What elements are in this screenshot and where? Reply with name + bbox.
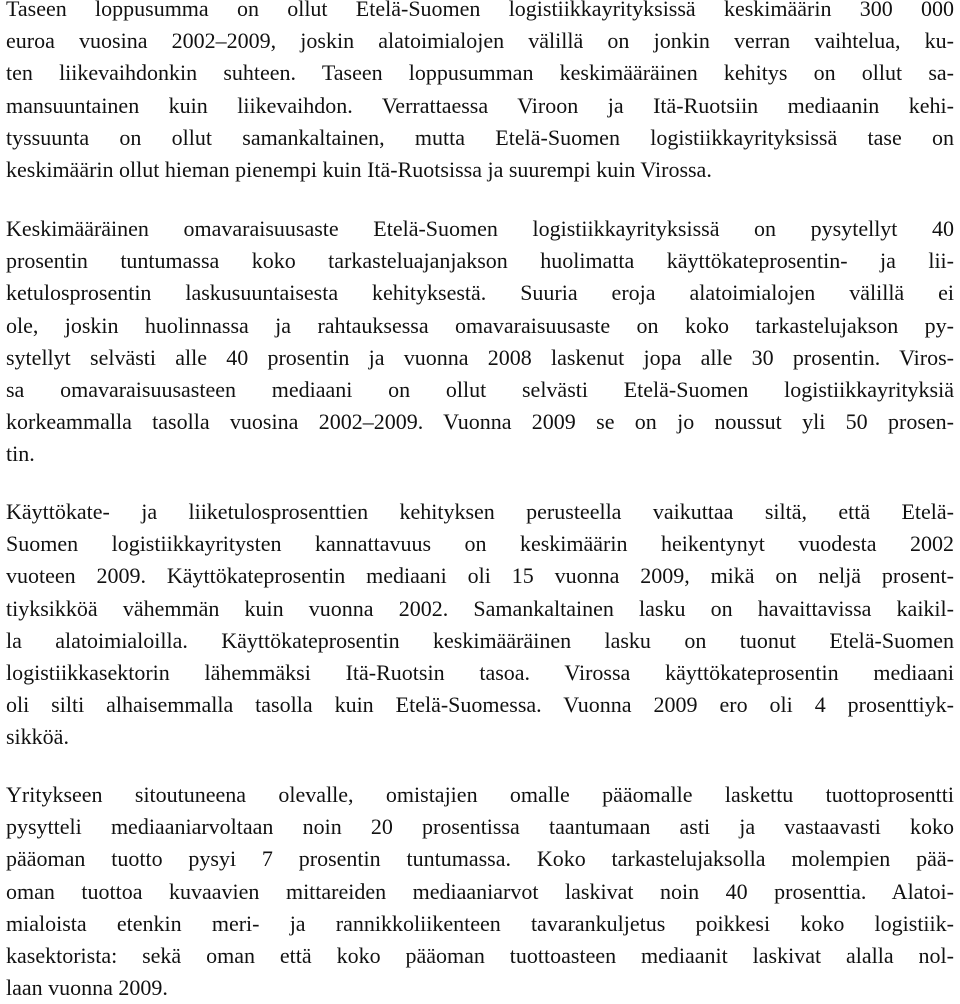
text-line: mansuuntainen kuin liikevaihdon. Verrattaessa Viroon ja Itä-Ruotsiin mediaanin kehi- <box>6 92 954 118</box>
text-line: laan vuonna 2009. <box>6 975 168 1001</box>
text-line: vuoteen 2009. Käyttökateprosentin mediaani oli 15 vuonna 2009, mikä on neljä prosent- <box>6 563 954 589</box>
text-line: la alatoimialoilla. Käyttökateprosentin keskimääräinen lasku on tuonut Etelä-Suomen <box>6 627 954 653</box>
text-line: keskimäärin ollut hieman pienempi kuin Itä-Ruotsissa ja suurempi kuin Virossa. <box>6 157 712 183</box>
paragraph-balance-sheet <box>6 0 954 186</box>
text-line: pääoman tuotto pysyi 7 prosentin tuntumassa. Koko tarkastelujaksolla molempien pää- <box>6 846 954 872</box>
text-line: sikköä. <box>6 724 69 750</box>
text-line: tyssuunta on ollut samankaltainen, mutta Etelä-Suomen logistiikkayrityksissä tase on <box>6 124 954 150</box>
text-line: Keskimääräinen omavaraisuusaste Etelä-Suomen logistiikkayrityksissä on pysytellyt 40 <box>6 216 954 241</box>
text-line: pysytteli mediaaniarvoltaan noin 20 prosentissa taantumaan asti ja vastaavasti koko <box>6 814 954 840</box>
text-line: prosentin tuntumassa koko tarkasteluajanjakson huolimatta käyttökateprosentin- ja lii- <box>6 248 954 274</box>
text-line: oli silti alhaisemmalla tasolla kuin Etelä-Suomessa. Vuonna 2009 ero oli 4 prosenttiyk- <box>6 692 954 718</box>
paragraph-profitability <box>6 496 954 754</box>
text-line: mialoista etenkin meri- ja rannikkoliikenteen tavarankuljetus poikkesi koko logistiik- <box>6 910 954 936</box>
paragraph-return-on-capital <box>6 779 954 1004</box>
text-line: ole, joskin huolinnassa ja rahtauksessa omavaraisuusaste on koko tarkastelujakson py- <box>6 312 954 338</box>
text-line: ten liikevaihdonkin suhteen. Taseen loppusumman keskimääräinen kehitys on ollut sa- <box>6 60 954 86</box>
text-line: euroa vuosina 2002–2009, joskin alatoimialojen välillä on jonkin verran vaihtelua, ku- <box>6 28 954 54</box>
text-line: sa omavaraisuusasteen mediaani on ollut selvästi Etelä-Suomen logistiikkayrityksiä <box>6 377 954 403</box>
text-line: oman tuottoa kuvaavien mittareiden mediaaniarvot laskivat noin 40 prosenttia. Alatoi- <box>6 878 954 904</box>
text-line: Yritykseen sitoutuneena olevalle, omistajien omalle pääomalle laskettu tuottoprosentti <box>6 782 954 807</box>
text-line: Taseen loppusumma on ollut Etelä-Suomen logistiikkayrityksissä keskimäärin 300 000 <box>6 0 954 21</box>
text-line: korkeammalla tasolla vuosina 2002–2009. Vuonna 2009 se on jo noussut yli 50 prosen- <box>6 409 954 435</box>
paragraph-equity-ratio <box>6 213 954 471</box>
text-line: sytellyt selvästi alle 40 prosentin ja vuonna 2008 laskenut jopa alle 30 prosentin. Viros- <box>6 344 954 370</box>
text-line: kasektorista: sekä oman että koko pääoman tuottoasteen mediaanit laskivat alalla nol- <box>6 943 954 969</box>
text-line: tin. <box>6 441 35 467</box>
text-line: Käyttökate- ja liiketulosprosenttien kehityksen perusteella vaikuttaa siltä, että Etelä- <box>6 499 954 524</box>
text-line: ketulosprosentin laskusuuntaisesta kehityksestä. Suuria eroja alatoimialojen välillä ei <box>6 280 954 306</box>
text-line: Suomen logistiikkayritysten kannattavuus on keskimäärin heikentynyt vuodesta 2002 <box>6 531 954 557</box>
text-line: logistiikkasektorin lähemmäksi Itä-Ruotsin tasoa. Virossa käyttökateprosentin mediaani <box>6 660 954 686</box>
text-line: tiyksikköä vähemmän kuin vuonna 2002. Samankaltainen lasku on havaittavissa kaikil- <box>6 595 954 621</box>
